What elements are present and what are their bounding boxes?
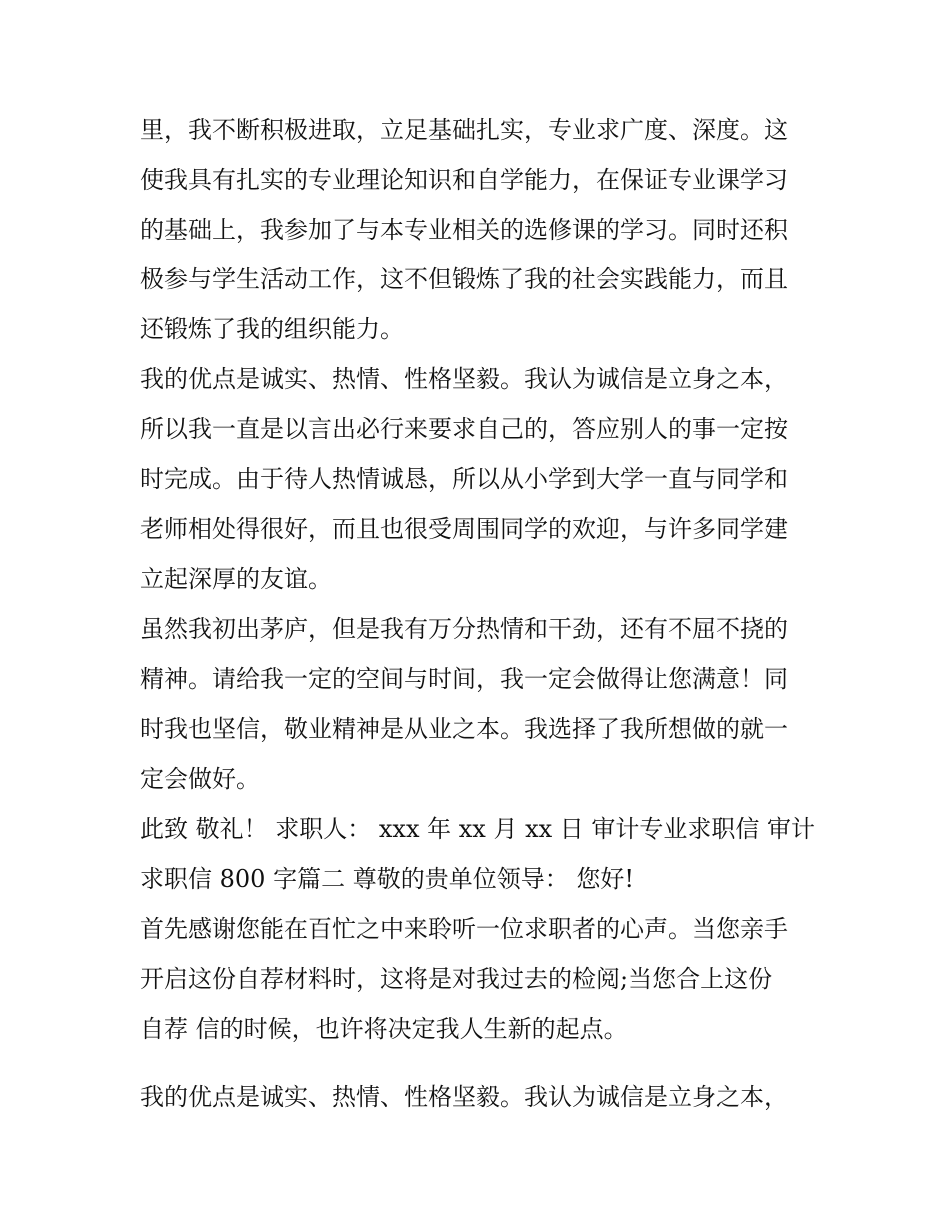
text-line: 首先感谢您能在百忙之中来聆听一位求职者的心声。当您亲手: [140, 915, 788, 943]
text-line: 立起深厚的友谊。: [140, 565, 332, 593]
text-line: 虽然我初出茅庐，但是我有万分热情和干劲，还有不屈不挠的: [140, 615, 788, 643]
text-line: 定会做好。: [140, 765, 260, 793]
text-line: 时我也坚信，敬业精神是从业之本。我选择了我所想做的就一: [140, 715, 788, 743]
text-line: 我的优点是诚实、热情、性格坚毅。我认为诚信是立身之本，: [140, 365, 788, 393]
text-line: 精神。请给我一定的空间与时间，我一定会做得让您满意！同: [140, 665, 788, 693]
text-line: 开启这份自荐材料时，这将是对我过去的检阅;当您合上这份: [140, 965, 773, 993]
text-line: 还锻炼了我的组织能力。: [140, 315, 404, 343]
text-line: 所以我一直是以言出必行来要求自己的，答应别人的事一定按: [140, 415, 788, 443]
text-line: 我的优点是诚实、热情、性格坚毅。我认为诚信是立身之本，: [140, 1083, 788, 1111]
text-line: 自荐 信的时候，也许将决定我人生新的起点。: [140, 1015, 628, 1043]
text-line: 使我具有扎实的专业理论知识和自学能力，在保证专业课学习: [140, 166, 788, 194]
text-line: 的基础上，我参加了与本专业相关的选修课的学习。同时还积: [140, 216, 788, 244]
text-line: 里，我不断积极进取，立足基础扎实，专业求广度、深度。这: [140, 116, 788, 144]
text-line: 此致 敬礼！ 求职人： xxx 年 xx 月 xx 日 审计专业求职信 审计: [140, 815, 816, 843]
text-line: 老师相处得很好，而且也很受周围同学的欢迎，与许多同学建: [140, 515, 788, 543]
text-line: 极参与学生活动工作，这不但锻炼了我的社会实践能力，而且: [140, 265, 788, 293]
text-line: 求职信 800 字篇二 尊敬的贵单位领导： 您好!: [140, 865, 634, 893]
text-line: 时完成。由于待人热情诚恳，所以从小学到大学一直与同学和: [140, 465, 788, 493]
